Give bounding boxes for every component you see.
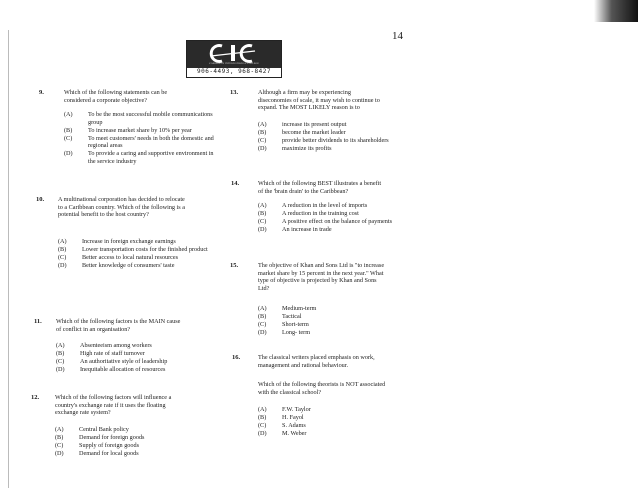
scan-edge-line	[8, 30, 9, 488]
option-b[interactable]: (B) Demand for foreign goods	[55, 434, 145, 442]
options-list	[58, 238, 208, 270]
option-c[interactable]: (C) An authoritative style of leadership	[56, 358, 168, 366]
options-list	[56, 342, 206, 374]
option-b[interactable]: (B) High rate of staff turnover	[56, 350, 145, 358]
option-d[interactable]: (D) maximize its profits	[258, 145, 332, 153]
option-d[interactable]: (D) Inequitable allocation of resources	[56, 366, 166, 374]
question-stem: Although a firm may be experiencing diseconomies of scale, it may wish to continue to expand. The MOST LIKELY reason is to	[258, 89, 380, 112]
question-number: 9.	[39, 89, 44, 96]
option-b[interactable]: (B) H. Fayol	[258, 414, 304, 422]
option-a[interactable]: (A) F.W. Taylor	[258, 406, 311, 413]
logo-college-name: CARIBBEAN INTERNATIONAL COLLEGE	[208, 62, 260, 65]
option-c[interactable]: (C) S. Adams	[258, 422, 306, 430]
question-number: 14.	[231, 180, 240, 187]
question-stem: The objective of Khan and Sons Ltd is "to increase market share by 15 percent in the next year." What type of objective is projected by Khan and Sons Ltd?	[258, 262, 385, 292]
option-a[interactable]: (A) increase its present output	[258, 121, 347, 128]
option-d[interactable]: (D) Long- term	[258, 329, 311, 337]
logo-phone-numbers: 906-4493, 968-8427	[196, 68, 272, 75]
question-stem: Which of the following factors is the MAIN cause of conflict in an organisation?	[56, 318, 181, 333]
question-number: 15.	[230, 262, 239, 269]
option-c[interactable]: (C) Short-term	[258, 321, 309, 329]
question-number: 11.	[34, 318, 42, 325]
option-b[interactable]: (B) A reduction in the training cost	[258, 210, 359, 218]
question-number: 12.	[31, 394, 40, 401]
option-a[interactable]: (A) Increase in foreign exchange earnings	[58, 238, 176, 245]
option-d[interactable]: (D) An increase in trade	[258, 226, 332, 234]
scan-shadow	[594, 0, 638, 22]
question-number: 16.	[232, 354, 241, 361]
question-stem: Which of the following factors will influence a country's exchange rate if it uses the floating exchange rate system?	[55, 394, 172, 417]
question-stem: Which of the following BEST illustrates a benefit of the 'brain drain' to the Caribbean?	[258, 180, 382, 195]
question-number: 10.	[36, 196, 45, 203]
options-list	[258, 305, 398, 337]
option-c[interactable]: (C) To meet customers' needs in both the domestic and regional areas	[64, 134, 214, 150]
option-d[interactable]: (D) To provide a caring and supportive environment in the service industry	[64, 150, 214, 166]
option-a[interactable]: (A) Absenteeism among workers	[56, 342, 152, 349]
option-a[interactable]: (A) Medium-term	[258, 305, 317, 312]
options-list	[258, 202, 398, 234]
question-stem: Which of the following statements can be considered a corporate objective?	[64, 89, 168, 104]
question-stem: A multinational corporation has decided to relocate to a Caribbean country. Which of the following is a potential benefit to the host country?	[58, 196, 185, 219]
option-d[interactable]: (D) M. Weber	[258, 430, 307, 438]
logo-banner	[187, 41, 281, 68]
college-logo	[186, 40, 282, 78]
option-b[interactable]: (B) To increase market share by 10% per year	[64, 126, 192, 134]
question-stem: The classical writers placed emphasis on work, management and rational behaviour.	[258, 354, 375, 369]
option-c[interactable]: (C) Better access to local natural resources	[58, 254, 179, 262]
page-number: 14	[392, 30, 403, 42]
question-stem-part-2: Which of the following theorists is NOT associated with the classical school?	[258, 381, 386, 396]
option-d[interactable]: (D) Demand for local goods	[55, 450, 139, 458]
option-b[interactable]: (B) Lower transportation costs for the finished product	[58, 246, 208, 254]
option-c[interactable]: (C) Supply of foreign goods	[55, 442, 139, 450]
options-list	[64, 111, 214, 166]
question-number: 13.	[230, 89, 239, 96]
options-list	[258, 406, 398, 438]
option-d[interactable]: (D) Better knowledge of consumers' taste	[58, 262, 175, 270]
options-list	[55, 426, 205, 458]
option-c[interactable]: (C) provide better dividends to its shareholders	[258, 137, 389, 145]
option-a[interactable]: (A) To be the most successful mobile communications group	[64, 111, 213, 126]
option-a[interactable]: (A) A reduction in the level of imports	[258, 202, 368, 209]
option-c[interactable]: (C) A positive effect on the balance of payments	[258, 218, 393, 226]
option-b[interactable]: (B) Tactical	[258, 313, 302, 321]
options-list	[258, 121, 398, 153]
option-a[interactable]: (A) Central Bank policy	[55, 426, 129, 433]
option-b[interactable]: (B) become the market leader	[258, 129, 346, 137]
